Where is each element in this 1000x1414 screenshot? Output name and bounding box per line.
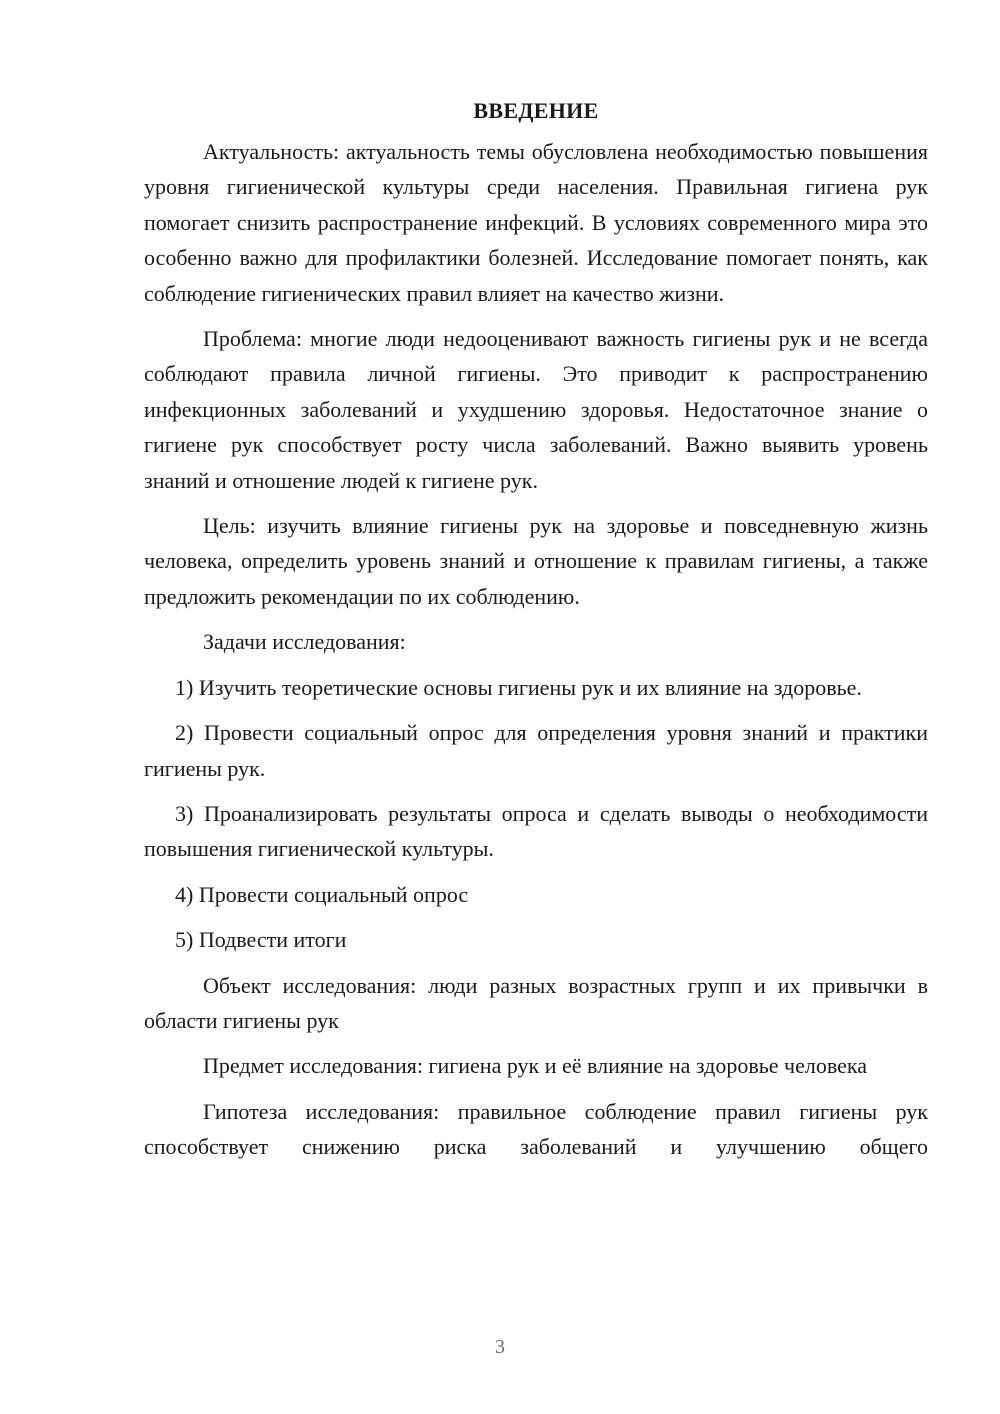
paragraph-goal: Цель: изучить влияние гигиены рук на здоровье и повседневную жизнь человека, определить уровень знаний и отношение к правилам гигиены, а также предложить рекомендации по их соблюдению. <box>144 513 928 609</box>
paragraph-hypothesis: Гипотеза исследования: правильное соблюдение правил гигиены рук способствует снижению риска заболеваний и улучшению общего <box>144 1098 928 1160</box>
page-number: 3 <box>495 1336 505 1358</box>
paragraph-object: Объект исследования: люди разных возрастных групп и их привычки в области гигиены рук <box>144 972 928 1033</box>
task-item-4: 4) Провести социальный опрос <box>175 881 469 907</box>
task-item-3: 3) Проанализировать результаты опроса и сделать выводы о необходимости повышения гигиенической культуры. <box>144 800 928 862</box>
task-item-2: 2) Провести социальный опрос для определения уровня знаний и практики гигиены рук. <box>144 720 928 781</box>
task-item-1: 1) Изучить теоретические основы гигиены рук и их влияние на здоровье. <box>175 674 862 700</box>
document-page <box>144 96 928 1175</box>
paragraph-tasks-heading: Задачи исследования: <box>203 629 406 655</box>
section-heading: ВВЕДЕНИЕ <box>473 98 599 123</box>
paragraph-problem: Проблема: многие люди недооценивают важность гигиены рук и не всегда соблюдают правила личной гигиены. Это приводит к распространению инфекционных заболеваний и ухудшению здоровья. Недостаточное знание о гигиене рук способствует росту числа заболеваний. Важно выявить уровень знаний и отношение людей к гигиене рук. <box>144 326 928 493</box>
task-item-5: 5) Подвести итоги <box>175 927 347 953</box>
paragraph-relevance: Актуальность: актуальность темы обусловлена необходимостью повышения уровня гигиенической культуры среди населения. Правильная гигиена рук помогает снизить распространение инфекций. В условиях современного мира это особенно важно для профилактики болезней. Исследование помогает понять, как соблюдение гигиенических правил влияет на качество жизни. <box>144 139 928 306</box>
paragraph-subject: Предмет исследования: гигиена рук и её влияние на здоровье человека <box>203 1053 867 1079</box>
